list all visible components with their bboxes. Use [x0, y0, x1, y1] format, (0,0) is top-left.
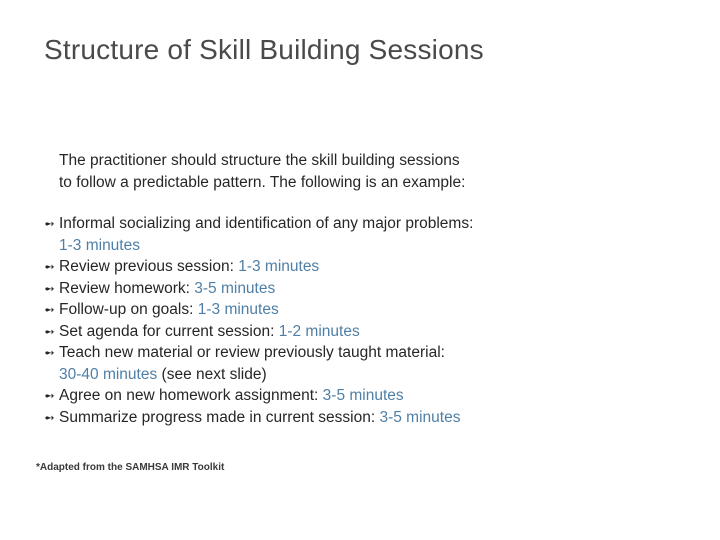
list-item [44, 256, 604, 278]
step-text: Review previous session: [59, 258, 234, 275]
slide-title: Structure of Skill Building Sessions [44, 34, 484, 65]
step-time: 1-3 minutes [238, 258, 320, 275]
step-text: Teach new material or review previously taught material: [59, 344, 445, 361]
intro-line: The practitioner should structure the skill building sessions [59, 152, 460, 169]
arrow-icon: ➻ [44, 388, 55, 403]
session-steps-list [44, 213, 604, 428]
list-item [44, 407, 604, 429]
list-item [44, 342, 604, 385]
step-text: Review homework: [59, 279, 190, 297]
list-item [44, 278, 604, 300]
step-time: 1-3 minutes [59, 236, 140, 254]
arrow-icon: ➻ [44, 302, 55, 317]
step-time: 3-5 minutes [194, 279, 276, 297]
step-time: 1-2 minutes [278, 322, 360, 340]
arrow-icon: ➻ [44, 280, 55, 296]
arrow-icon: ➻ [44, 323, 55, 339]
intro-line: to follow a predictable pattern. The following is an example: [59, 174, 466, 191]
list-item [44, 321, 604, 343]
step-text: Set agenda for current session: [59, 322, 275, 340]
step-text: Follow-up on goals: [59, 301, 194, 318]
list-item [44, 299, 604, 321]
arrow-icon: ➻ [44, 259, 55, 274]
footnote: *Adapted from the SAMHSA IMR Toolkit [36, 462, 225, 473]
step-text: Agree on new homework assignment: [59, 387, 319, 404]
step-time: 1-3 minutes [197, 301, 279, 318]
step-text: Informal socializing and identification of any major problems: [59, 215, 474, 232]
step-time: 3-5 minutes [322, 387, 404, 404]
step-suffix: (see next slide) [157, 365, 267, 383]
arrow-icon: ➻ [44, 409, 55, 425]
list-item [44, 213, 604, 256]
arrow-icon: ➻ [44, 216, 55, 231]
intro-paragraph [59, 150, 579, 194]
step-time: 30-40 minutes [59, 365, 158, 383]
list-item [44, 385, 604, 407]
step-text: Summarize progress made in current session: [59, 408, 376, 426]
step-time: 3-5 minutes [379, 408, 461, 426]
arrow-icon: ➻ [44, 345, 55, 360]
